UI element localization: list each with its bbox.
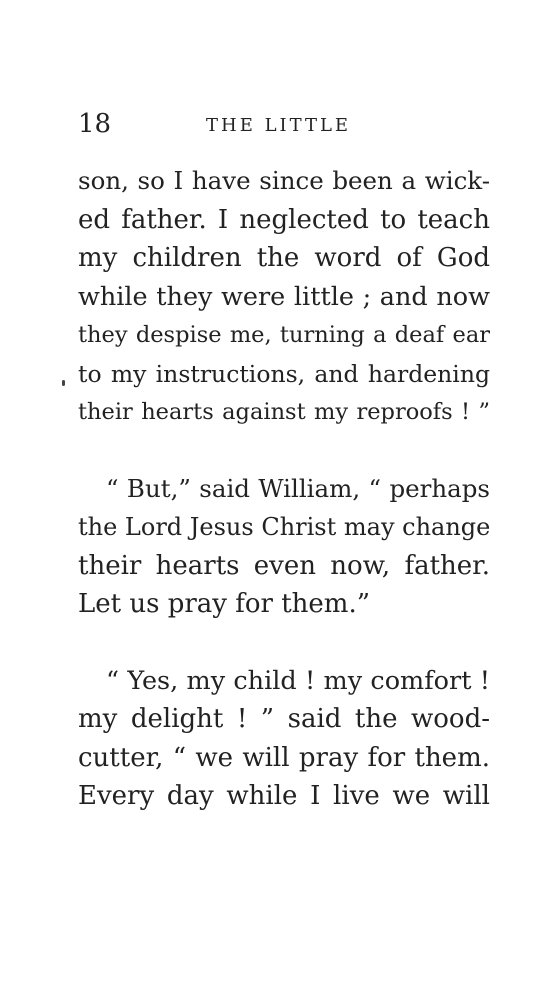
text-line: “ Yes, my child ! my comfort ! [106, 665, 490, 696]
body-text [78, 162, 490, 816]
text-line: my delight ! ” said the wood- [78, 704, 490, 734]
text-line: they despise me, turning a deaf ear [78, 322, 490, 348]
text-line: ed father. I neglected to teach [78, 204, 490, 235]
ink-speck [62, 380, 65, 386]
page-number: 18 [78, 109, 112, 139]
text-line: while they were little ; and now [78, 281, 490, 312]
text-line: Every day while I live we will [78, 781, 490, 811]
running-head: THE LITTLE [206, 115, 352, 136]
text-line: cutter, “ we will pray for them. [78, 742, 490, 773]
paragraph-2 [78, 470, 490, 624]
text-line: son, so I have since been a wick- [78, 166, 490, 195]
text-line: my children the word of God [78, 243, 490, 273]
text-line: Let us pray for them.” [78, 589, 371, 619]
page-header [78, 108, 490, 140]
paragraph-3 [78, 662, 490, 816]
text-line: “ But,” said William, “ perhaps [106, 473, 490, 503]
text-line: their hearts against my reproofs ! ” [78, 399, 490, 425]
text-line: their hearts even now, father. [78, 550, 490, 581]
text-line: to my instructions, and hardening [78, 359, 490, 388]
paragraph-1 [78, 162, 490, 432]
paragraph-gap [78, 432, 490, 470]
text-line: the Lord Jesus Christ may change [78, 513, 491, 541]
paragraph-gap [78, 624, 490, 662]
